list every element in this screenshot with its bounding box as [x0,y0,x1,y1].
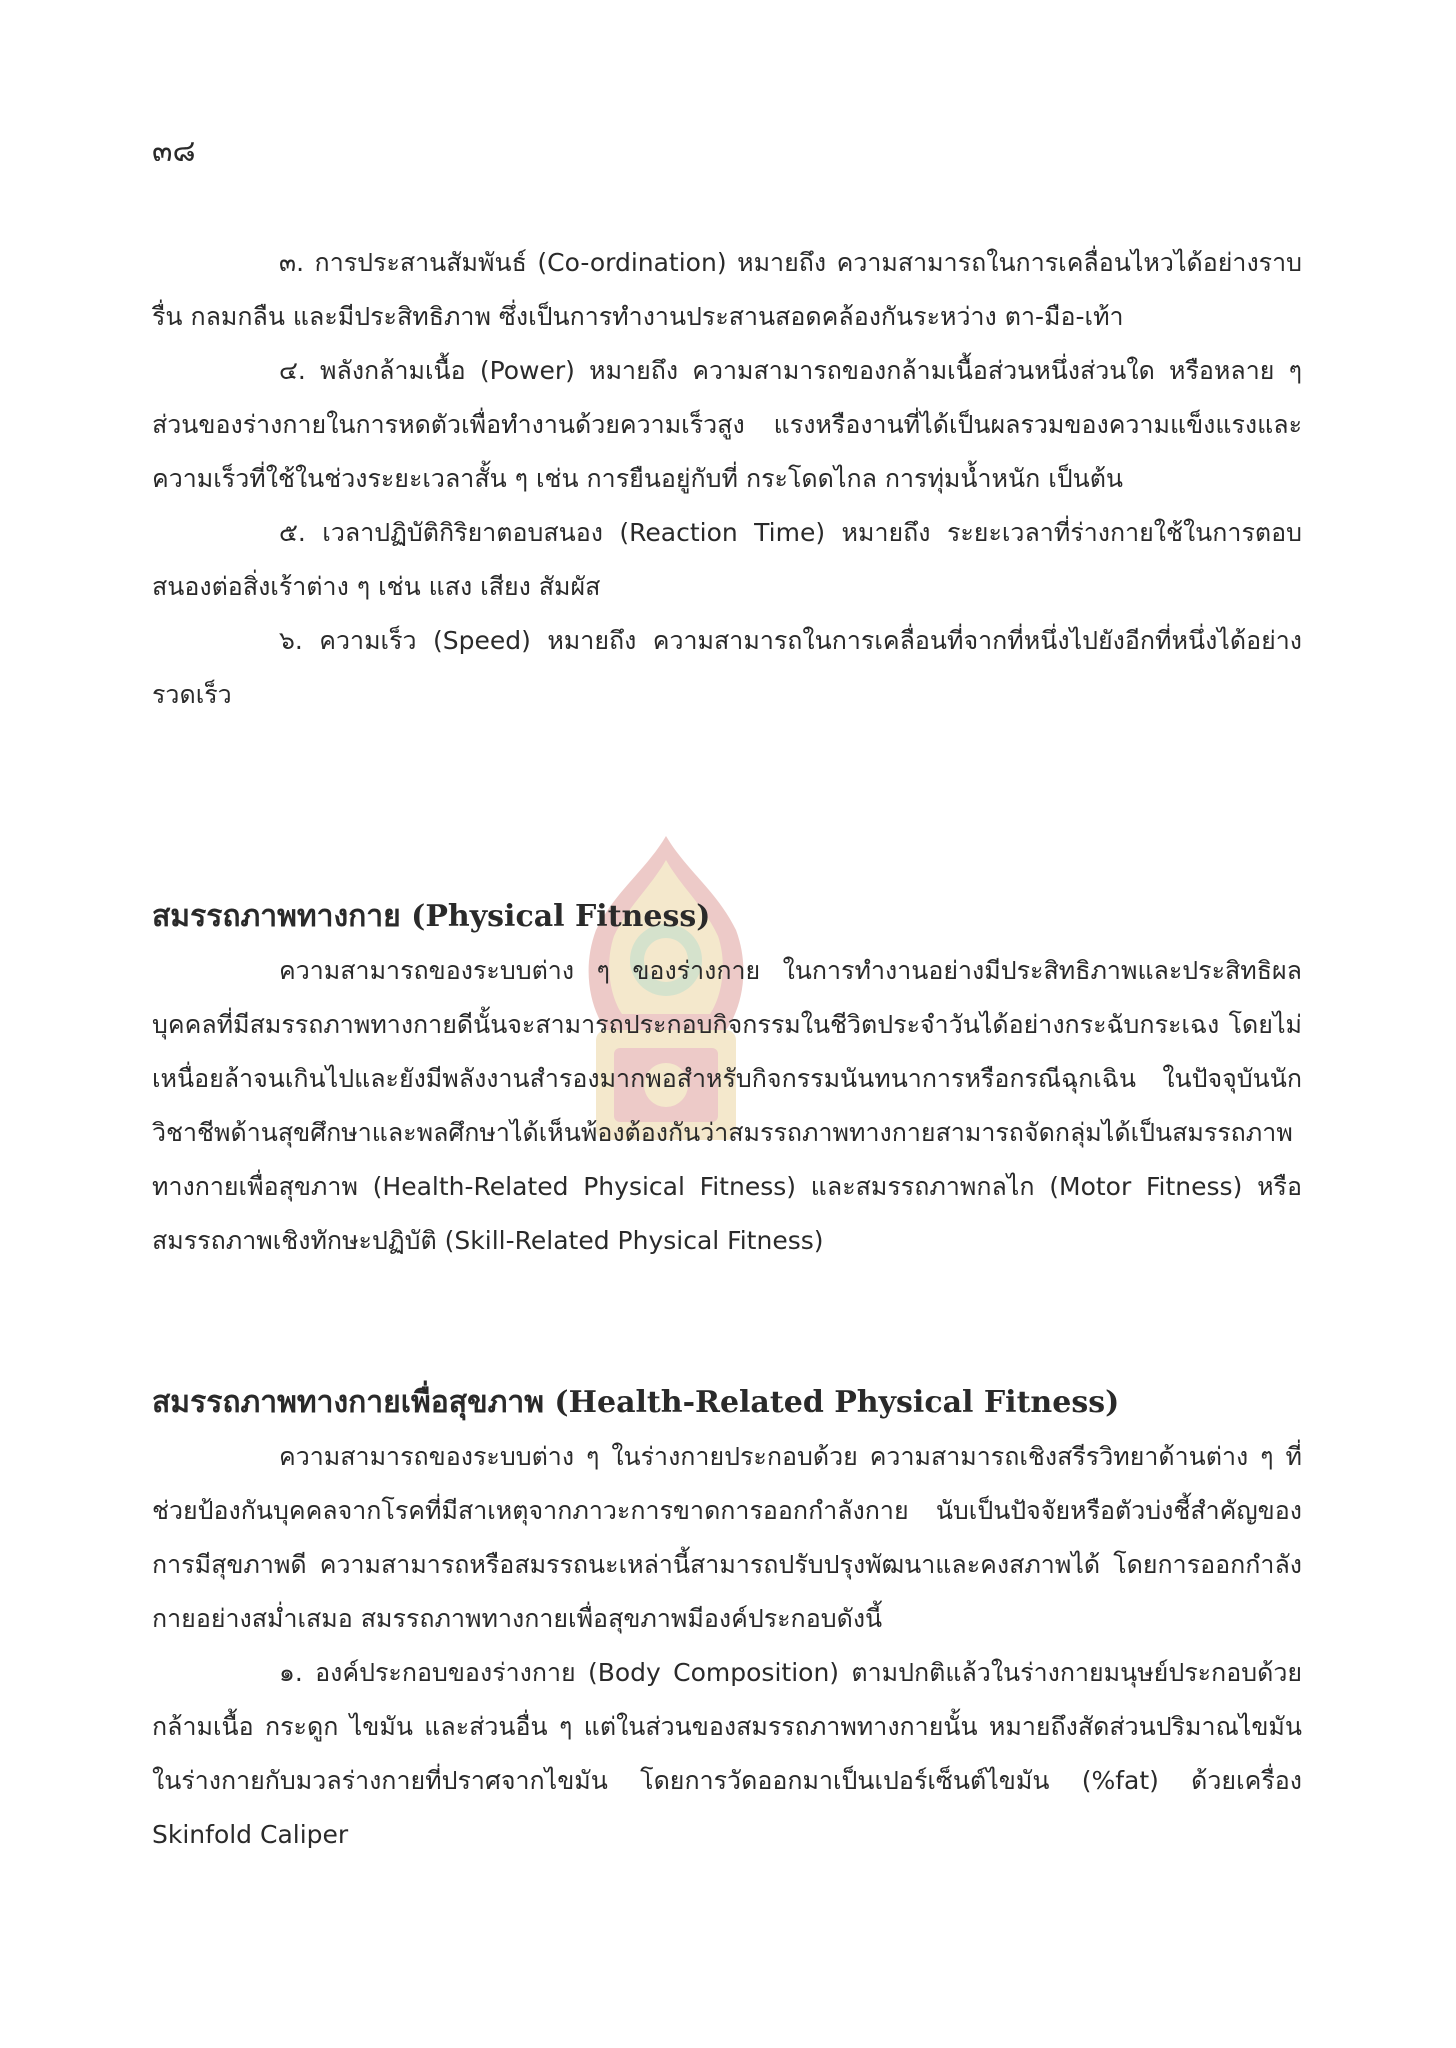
list-item-coordination: ๓. การประสานสัมพันธ์ (Co-ordination) หมายถึง ความสามารถในการเคลื่อนไหวได้อย่างราบรื่น กลมกลืน และมีประสิทธิภาพ ซึ่งเป็นการทำงานประสานสอดคล้องกันระหว่าง ตา-มือ-เท้า [152,248,1302,331]
physical-fitness-heading-wrap [152,890,1302,944]
list-item-body-composition: ๑. องค์ประกอบของร่างกาย (Body Composition) ตามปกติแล้วในร่างกายมนุษย์ประกอบด้วย กล้ามเนื้อ กระดูก ไขมัน และส่วนอื่น ๆ แต่ในส่วนของสมรรถภาพทางกายนั้น หมายถึงสัดส่วนปริมาณไขมันในร่างกายกับมวลร่างกายที่ปราศจากไขมัน โดยการวัดออกมาเป็นเปอร์เซ็นต์ไขมัน (%fat) ด้วยเครื่อง Skinfold Caliper [152,1658,1302,1849]
health-related-heading-wrap [152,1376,1302,1430]
list-item-power: ๔. พลังกล้ามเนื้อ (Power) หมายถึง ความสามารถของกล้ามเนื้อส่วนหนึ่งส่วนใด หรือหลาย ๆ ส่วนของร่างกายในการหดตัวเพื่อทำงานด้วยความเร็วสูง แรงหรืองานที่ได้เป็นผลรวมของความแข็งแรงและความเร็วที่ใช้ในช่วงระยะเวลาสั้น ๆ เช่น การยืนอยู่กับที่ กระโดดไกล การทุ่มน้ำหนัก เป็นต้น [152,356,1302,493]
physical-fitness-block [152,944,1302,1268]
health-related-block [152,1430,1302,1862]
health-related-paragraph: ความสามารถของระบบต่าง ๆ ในร่างกายประกอบด้วย ความสามารถเชิงสรีรวิทยาด้านต่าง ๆ ที่ช่วยป้องกันบุคคลจากโรคที่มีสาเหตุจากภาวะการขาดการออกกำลังกาย นับเป็นปัจจัยหรือตัวบ่งชี้สำคัญของการมีสุขภาพดี ความสามารถหรือสมรรถนะเหล่านี้สามารถปรับปรุงพัฒนาและคงสภาพได้ โดยการออกกำลังกายอย่างสม่ำเสมอ สมรรถภาพทางกายเพื่อสุขภาพมีองค์ประกอบดังนี้ [152,1442,1302,1633]
list-item-reaction-time: ๕. เวลาปฏิบัติกิริยาตอบสนอง (Reaction Time) หมายถึง ระยะเวลาที่ร่างกายใช้ในการตอบสนองต่อสิ่งเร้าต่าง ๆ เช่น แสง เสียง สัมผัส [152,518,1302,601]
list-item-speed: ๖. ความเร็ว (Speed) หมายถึง ความสามารถในการเคลื่อนที่จากที่หนึ่งไปยังอีกที่หนึ่งได้อย่างรวดเร็ว [152,626,1302,709]
physical-fitness-heading: สมรรถภาพทางกาย (Physical Fitness) [152,899,711,934]
intro-list-block [152,236,1302,722]
physical-fitness-paragraph: ความสามารถของระบบต่าง ๆ ของร่างกาย ในการทำงานอย่างมีประสิทธิภาพและประสิทธิผล บุคคลที่มีสมรรถภาพทางกายดีนั้นจะสามารถประกอบกิจกรรมในชีวิตประจำวันได้อย่างกระฉับกระเฉง โดยไม่เหนื่อยล้าจนเกินไปและยังมีพลังงานสำรองมากพอสำหรับกิจกรรมนันทนาการหรือกรณีฉุกเฉิน ในปัจจุบันนักวิชาชีพด้านสุขศึกษาและพลศึกษาได้เห็นพ้องต้องกันว่าสมรรถภาพทางกายสามารถจัดกลุ่มได้เป็นสมรรถภาพทางกายเพื่อสุขภาพ (Health-Related Physical Fitness) และสมรรถภาพกลไก (Motor Fitness) หรือสมรรถภาพเชิงทักษะปฏิบัติ (Skill-Related Physical Fitness) [152,956,1302,1255]
health-related-heading: สมรรถภาพทางกายเพื่อสุขภาพ (Health-Related Physical Fitness) [152,1385,1120,1420]
page-number: ๓๘ [152,134,196,169]
